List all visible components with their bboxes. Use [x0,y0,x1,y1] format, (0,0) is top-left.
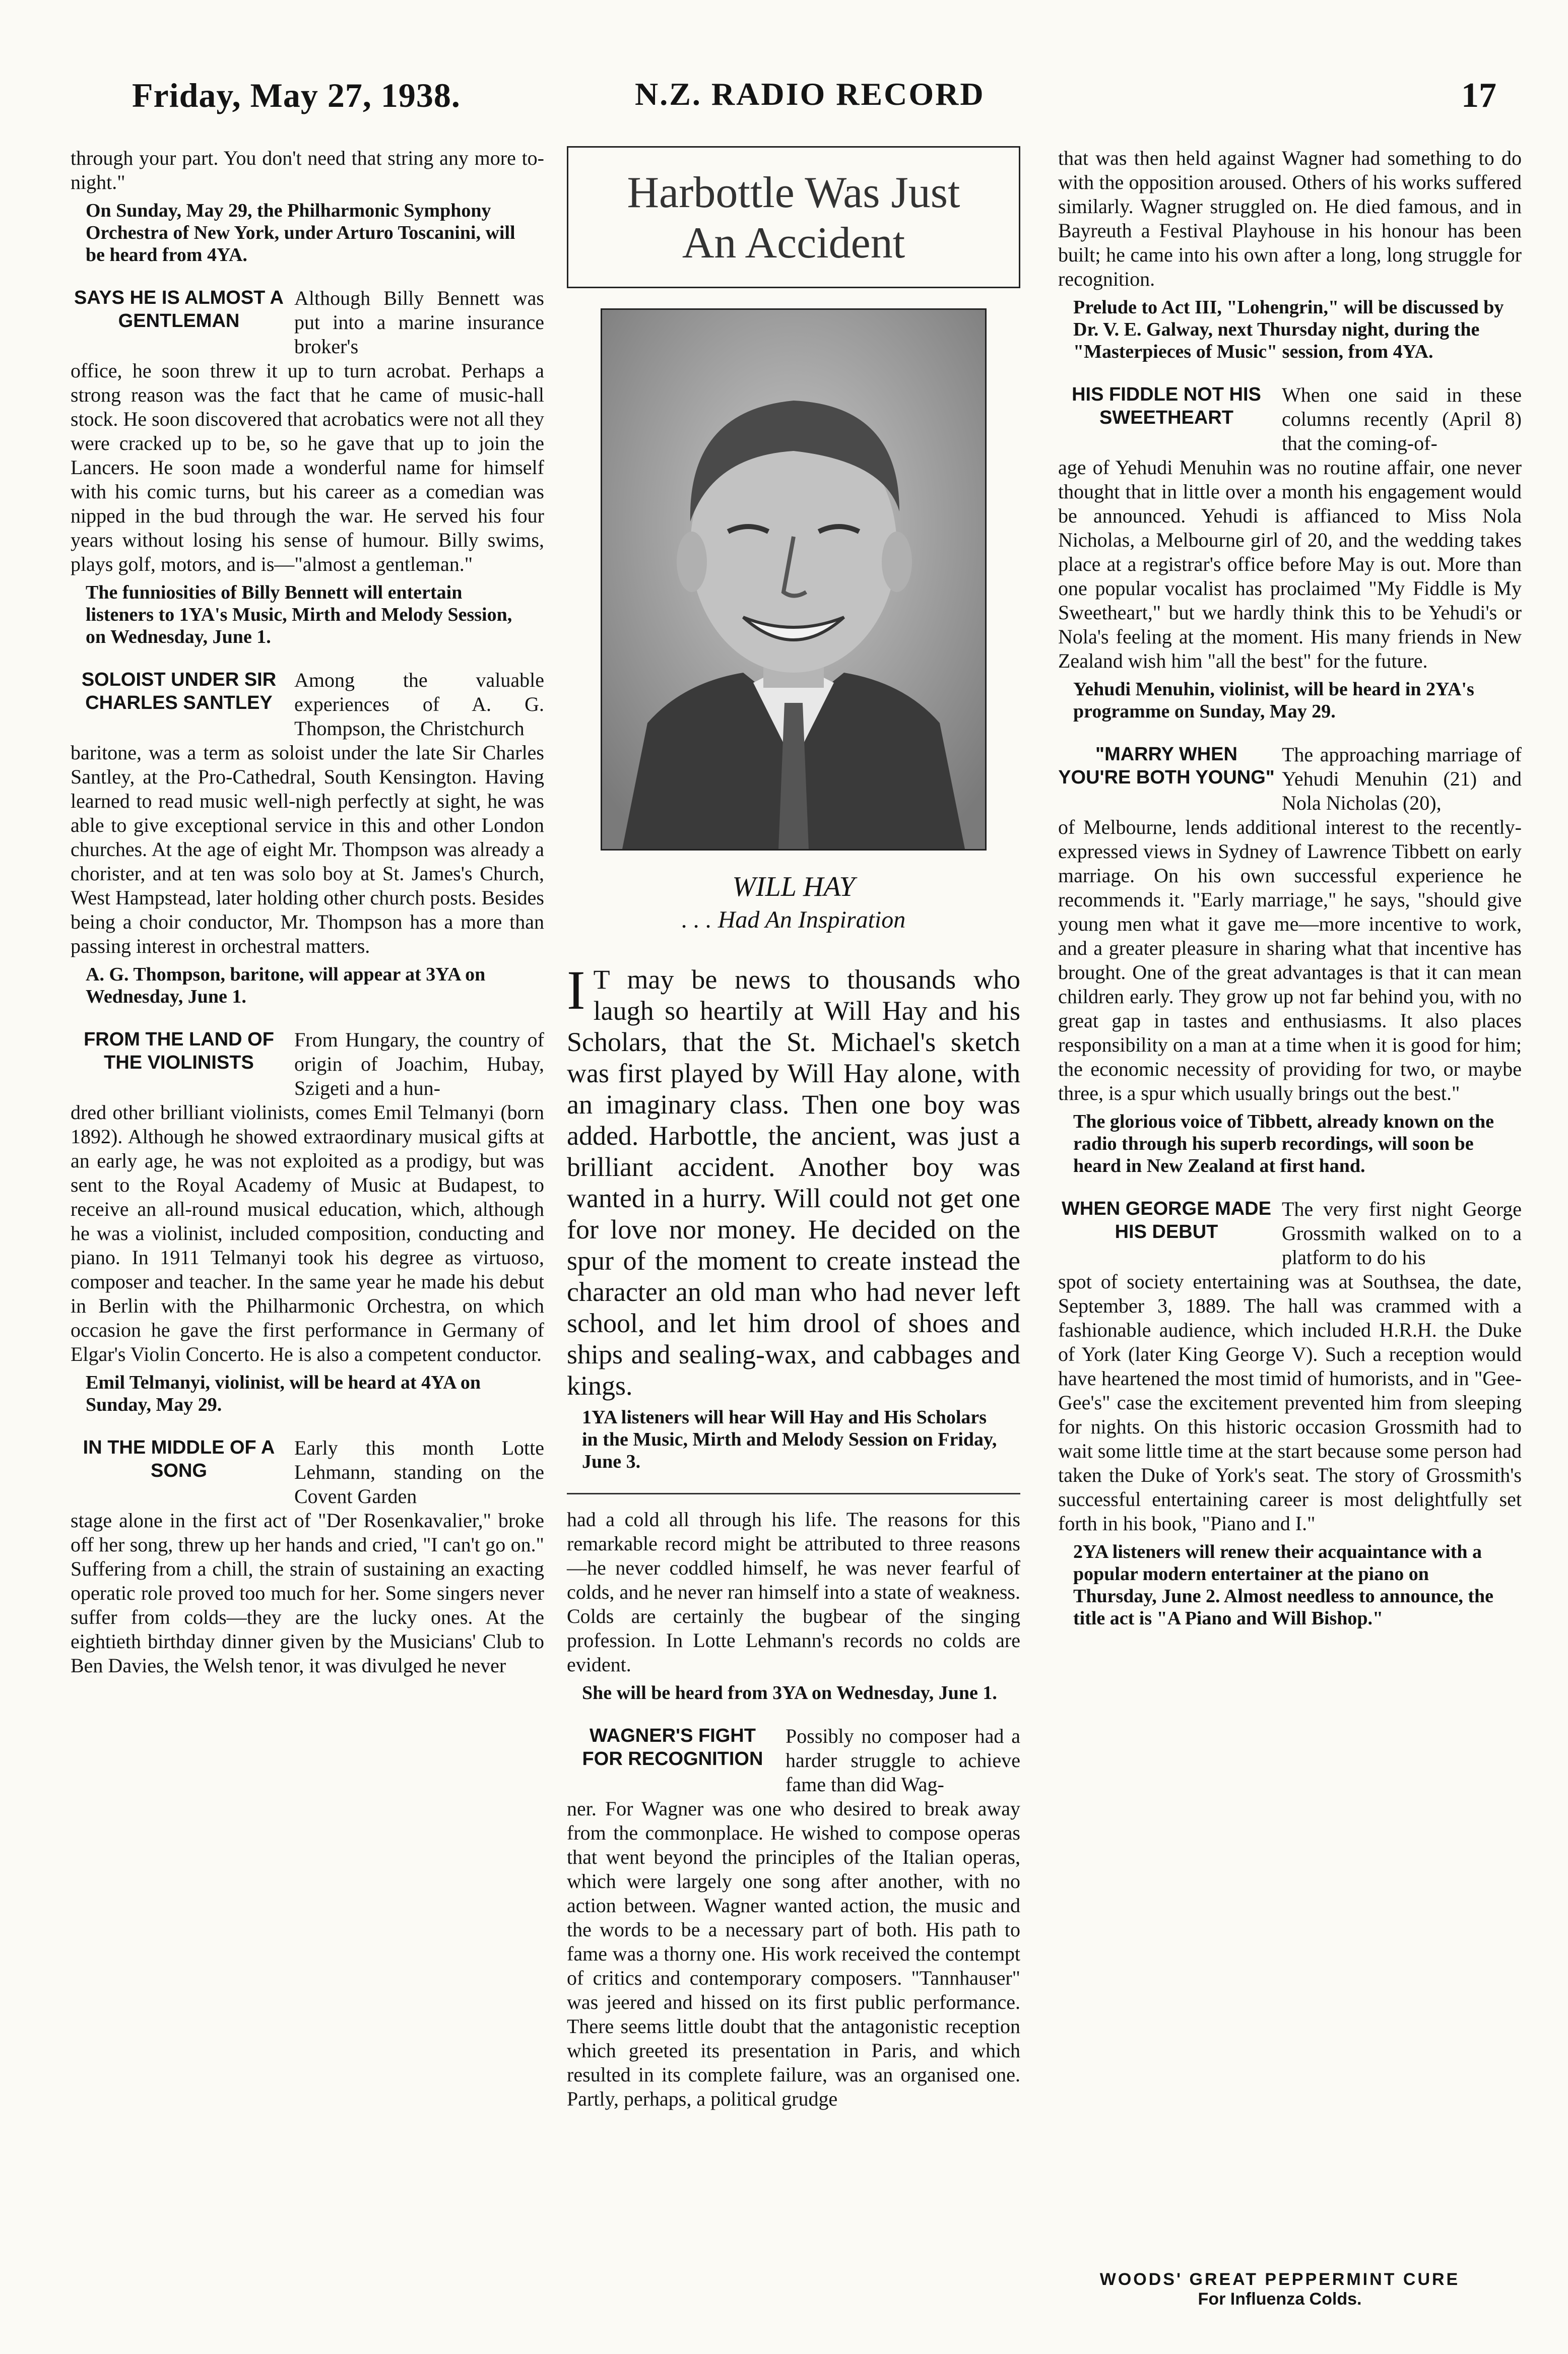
article-paragraph: spot of society entertaining was at Southsea, the date, September 3, 1889. The hall was crammed with a fashionable audience, which included H.R.H. the Duke of York (later King George V). Such a reception would have heartened the most timid of humorists, and in "Gee-Gee's" case the excitement prevented him from sleeping for nights. On this historic occasion Grossmith had to wait some little time at the start because some person had taken the Duke of York's seat. The story of Grossmith's successful entertaining career is most delightfully set forth in his book, "Piano and I." [1058,1270,1522,1535]
column-1 [71,146,544,1678]
section-intro: Among the valuable experiences of A. G. Thompson, the Christchurch [294,669,544,740]
broadcast-note: 2YA listeners will renew their acquaintance with a popular modern entertainer at the piano on Thursday, June 2. Almost needless to announce, the title act is "A Piano and Will Bishop." [1073,1541,1494,1629]
advertisement-tagline: For Influenza Colds. [1198,2290,1362,2309]
feature-title-line-2: An Accident [682,219,905,268]
article-section [71,668,544,741]
divider [567,1493,1020,1494]
broadcast-note: On Sunday, May 29, the Philharmonic Symphony Orchestra of New York, under Arturo Toscanini, will be heard from 4YA. [86,200,515,266]
feature-story [567,959,1020,1401]
photo-subcaption: . . . Had An Inspiration [681,906,906,933]
section-intro: Early this month Lotte Lehmann, standing on the Covent Garden [294,1436,544,1508]
story-text: T may be news to thousands who laugh so heartily at Will Hay and his Scholars, that the St. Michael's sketch was first played by Will Hay alone, with an imaginary class. Then one boy was added. Harbottle, the ancient, was just a brilliant accident. Another boy was wanted in a hurry. Will could not get one for love nor money. He decided on the spur of the moment to create instead the character an old man who had never left school, and let him drool of shoes and ships and sealing-wax, and cabbages and kings. [567,964,1020,1401]
article-paragraph: that was then held against Wagner had something to do with the opposition aroused. Others of his works suffered similarly. Wagner struggled on. He died famous, and in Bayreuth a Festival Playhouse in his honour has been built; he came into his own after a long, long struggle for recognition. [1058,147,1522,290]
broadcast-note: Prelude to Act III, "Lohengrin," will be discussed by Dr. V. E. Galway, next Thursday night, during the "Masterpieces of Music" session, from 4YA. [1073,297,1504,362]
drop-cap: I [567,959,585,1021]
article-paragraph: stage alone in the first act of "Der Rosenkavalier," broke off her song, threw up her hands and cried, "I can't go on." Suffering from a chill, the strain of sustaining an exacting operatic role proved too much for her. Some singers never suffer from colds—they are the lucky ones. At the eightieth birthday dinner given by the Musicians' Club to Ben Davies, the Welsh tenor, it was divulged he never [71,1509,544,1677]
portrait-photo [601,308,987,851]
article-paragraph: through your part. You don't need that string any more to-night." [71,147,544,193]
section-heading: SAYS HE IS ALMOST A GENTLEMAN [74,287,284,332]
photo-caption: WILL HAY [732,871,855,902]
publication-name: N.Z. RADIO RECORD [635,76,985,112]
article-paragraph: of Melbourne, lends additional interest to the recently-expressed views in Sydney of Lawrence Tibbett on early marriage. On his own successful experience he recommends it. "Early marriage," he says, "should give young men what it gave me—more incentive to work, and a greater pleasure in sharing what that incentive has brought. One of the great advantages is that it can mean children early. They grow up not far behind you, with no great gap in tastes and enthusiasms. It also places responsibility on a man at a time when it is good for him; the economic necessity of providing for two, or maybe three, is a spur which usually brings out the best." [1058,816,1522,1104]
article-paragraph: ner. For Wagner was one who desired to break away from the commonplace. He wished to compose operas that went beyond the principles of the Italian operas, which were largely one song after another, with no action between. Wagner wanted action, the music and the words to be a necessary part of both. His path to fame was a thorny one. His work received the contempt of critics and contemporary composers. "Tannhauser" was jeered and hissed on its first public performance. There seems little doubt that the antagonistic reception which greeted its presentation in Paris, and which resulted in its complete failure, was an organised one. Partly, perhaps, a political grudge [567,1797,1020,2110]
article-section [71,1028,544,1100]
portrait-illustration [602,310,985,849]
section-intro: From Hungary, the country of origin of Joachim, Hubay, Szigeti and a hun- [294,1028,544,1099]
article-paragraph: age of Yehudi Menuhin was no routine affair, one never thought that in little over a month his engagement would be announced. Yehudi is affianced to Miss Nola Nicholas, a Melbourne girl of 20, and the wedding takes place at a registrar's office before May is out. More than one popular vocalist has proclaimed "My Fiddle is My Sweetheart," but we hardly think this to be Yehudi's or Nola's feeling at the moment. His many friends in New Zealand wish him "all the best" for the future. [1058,456,1522,672]
advertisement-headline: WOODS' GREAT PEPPERMINT CURE [1099,2270,1460,2289]
article-paragraph: office, he soon threw it up to turn acrobat. Perhaps a strong reason was the fact that he came of music-hall stock. He soon discovered that acrobatics were not all they were cracked up to be, so he gave that up to join the Lancers. He soon made a wonderful name for himself with his comic turns, but his career as a comedian was nipped in the bud through the war. He served his four years without losing his sense of humour. Billy swims, plays golf, motors, and is—"almost a gentleman." [71,359,544,575]
section-intro: The very first night George Grossmith walked on to a platform to do his [1282,1198,1522,1269]
section-heading: IN THE MIDDLE OF A SONG [83,1437,275,1481]
section-heading: FROM THE LAND OF THE VIOLINISTS [84,1029,274,1073]
article-section [71,286,544,359]
section-intro: When one said in these columns recently (April 8) that the coming-of- [1282,383,1522,454]
broadcast-note: 1YA listeners will hear Will Hay and His Scholars in the Music, Mirth and Melody Session on Friday, June 3. [582,1407,997,1472]
column-3 [1058,146,1522,1650]
broadcast-note: Yehudi Menuhin, violinist, will be heard in 2YA's programme on Sunday, May 29. [1073,679,1474,722]
section-heading: SOLOIST UNDER SIR CHARLES SANTLEY [81,669,277,713]
section-heading: WHEN GEORGE MADE HIS DEBUT [1062,1198,1271,1243]
issue-date: Friday, May 27, 1938. [132,76,461,114]
article-paragraph: dred other brilliant violinists, comes Emil Telmanyi (born 1892). Although he showed extraordinary musical gifts at an early age, he was not exploited as a prodigy, but was sent to the Royal Academy of Music at Budapest, to receive an all-round musical education, which, although he was a violinist, included composition, conducting and piano. In 1911 Telmanyi took his degree as virtuoso, composer and teacher. In the same year he made his debut in Berlin with the Philharmonic Orchestra, on which occasion he gave the first performance in Germany of Elgar's Violin Concerto. He is also a competent conductor. [71,1101,544,1365]
section-heading: WAGNER'S FIGHT FOR RECOGNITION [582,1725,763,1770]
article-section [567,1724,1020,1797]
section-heading: HIS FIDDLE NOT HIS SWEETHEART [1072,384,1261,428]
broadcast-note: A. G. Thompson, baritone, will appear at 3YA on Wednesday, June 1. [86,964,486,1007]
article-section [1058,743,1522,815]
section-intro: The approaching marriage of Yehudi Menuhin (21) and Nola Nicholas (20), [1282,743,1522,814]
column-2 [567,146,1020,2111]
broadcast-note: She will be heard from 3YA on Wednesday, June 1. [582,1682,997,1704]
advertisement [1053,2270,1507,2309]
broadcast-note: The funniosities of Billy Bennett will entertain listeners to 1YA's Music, Mirth and Melody Session, on Wednesday, June 1. [86,582,512,647]
article-section [71,1436,544,1509]
article-section [1058,1197,1522,1270]
feature-title-line-1: Harbottle Was Just [627,168,960,217]
section-intro: Although Billy Bennett was put into a marine insurance broker's [294,287,544,358]
section-heading: "MARRY WHEN YOU'RE BOTH YOUNG" [1058,744,1275,788]
page-number: 17 [1461,76,1496,115]
article-paragraph: baritone, was a term as soloist under the late Sir Charles Santley, at the Pro-Cathedral, South Kensington. Having learned to read music well-nigh perfectly at sight, he was able to give exceptional service in this and other London churches. At the age of eight Mr. Thompson was already a chorister, and at ten was solo boy at St. James's Church, West Hampstead, later holding other church posts. Besides being a choir conductor, Mr. Thompson has a more than passing interest in orchestral matters. [71,741,544,957]
article-section [1058,383,1522,455]
feature-title-box [567,146,1020,288]
broadcast-note: The glorious voice of Tibbett, already known on the radio through his superb recordings, will soon be heard in New Zealand at first hand. [1073,1111,1494,1176]
broadcast-note: Emil Telmanyi, violinist, will be heard at 4YA on Sunday, May 29. [86,1372,481,1415]
article-paragraph: had a cold all through his life. The reasons for this remarkable record might be attributed to three reasons—he never coddled himself, he was never fearful of colds, and he never ran himself into a state of weakness. Colds are certainly the bugbear of the singing profession. In Lotte Lehmann's records no colds are evident. [567,1508,1020,1676]
section-intro: Possibly no composer had a harder struggle to achieve fame than did Wag- [786,1725,1020,1796]
